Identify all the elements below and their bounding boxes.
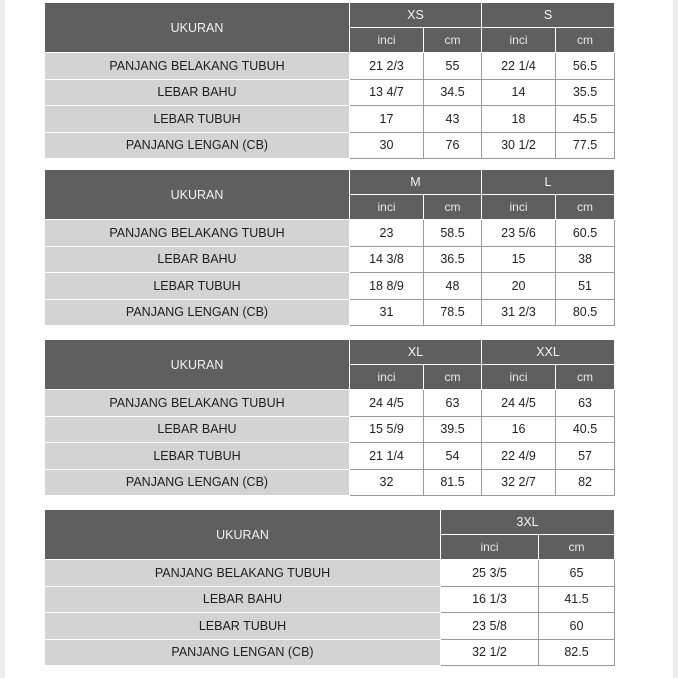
- value-cell: 60: [539, 613, 615, 640]
- value-cell: 20: [482, 273, 556, 300]
- row-label: LEBAR TUBUH: [45, 106, 350, 133]
- size-header-xs: XS: [350, 3, 482, 28]
- ukuran-header: UKURAN: [45, 340, 350, 390]
- unit-cm: cm: [424, 195, 482, 220]
- table-row: [45, 613, 615, 640]
- value-cell: 77.5: [556, 132, 615, 159]
- size-table-xl-xxl: [44, 339, 615, 496]
- table-row: [45, 299, 615, 326]
- value-cell: 30: [350, 132, 424, 159]
- table-row: [45, 246, 615, 273]
- row-label: PANJANG LENGAN (CB): [45, 132, 350, 159]
- value-cell: 15 5/9: [350, 416, 424, 443]
- table-row: [45, 416, 615, 443]
- table-row: [45, 390, 615, 417]
- unit-cm: cm: [424, 28, 482, 53]
- value-cell: 82.5: [539, 639, 615, 666]
- value-cell: 23 5/8: [441, 613, 539, 640]
- value-cell: 16 1/3: [441, 586, 539, 613]
- value-cell: 17: [350, 106, 424, 133]
- table-row: [45, 53, 615, 80]
- value-cell: 76: [424, 132, 482, 159]
- row-label: PANJANG BELAKANG TUBUH: [45, 220, 350, 247]
- size-table-xs-s: [44, 2, 615, 159]
- table-row: [45, 220, 615, 247]
- value-cell: 21 2/3: [350, 53, 424, 80]
- value-cell: 22 4/9: [482, 443, 556, 470]
- value-cell: 32: [350, 469, 424, 496]
- table-row: [45, 273, 615, 300]
- unit-inci: inci: [482, 195, 556, 220]
- ukuran-header: UKURAN: [45, 3, 350, 53]
- value-cell: 24 4/5: [350, 390, 424, 417]
- size-table-3xl: [44, 509, 615, 666]
- value-cell: 23: [350, 220, 424, 247]
- value-cell: 22 1/4: [482, 53, 556, 80]
- row-label: PANJANG LENGAN (CB): [45, 299, 350, 326]
- ukuran-header: UKURAN: [45, 170, 350, 220]
- unit-inci: inci: [482, 28, 556, 53]
- ukuran-header: UKURAN: [45, 510, 441, 560]
- unit-cm: cm: [556, 365, 615, 390]
- table-row: [45, 106, 615, 133]
- value-cell: 54: [424, 443, 482, 470]
- value-cell: 58.5: [424, 220, 482, 247]
- unit-inci: inci: [350, 195, 424, 220]
- row-label: PANJANG LENGAN (CB): [45, 639, 441, 666]
- value-cell: 18: [482, 106, 556, 133]
- unit-cm: cm: [556, 28, 615, 53]
- row-label: LEBAR BAHU: [45, 586, 441, 613]
- value-cell: 81.5: [424, 469, 482, 496]
- value-cell: 40.5: [556, 416, 615, 443]
- value-cell: 41.5: [539, 586, 615, 613]
- value-cell: 25 3/5: [441, 560, 539, 587]
- size-header-m: M: [350, 170, 482, 195]
- table-row: [45, 560, 615, 587]
- unit-cm: cm: [424, 365, 482, 390]
- size-header-3xl: 3XL: [441, 510, 615, 535]
- value-cell: 35.5: [556, 79, 615, 106]
- value-cell: 34.5: [424, 79, 482, 106]
- value-cell: 51: [556, 273, 615, 300]
- value-cell: 43: [424, 106, 482, 133]
- unit-inci: inci: [350, 365, 424, 390]
- value-cell: 57: [556, 443, 615, 470]
- row-label: LEBAR BAHU: [45, 246, 350, 273]
- row-label: LEBAR TUBUH: [45, 443, 350, 470]
- value-cell: 82: [556, 469, 615, 496]
- value-cell: 23 5/6: [482, 220, 556, 247]
- value-cell: 32 2/7: [482, 469, 556, 496]
- table-row: [45, 79, 615, 106]
- row-label: PANJANG LENGAN (CB): [45, 469, 350, 496]
- row-label: PANJANG BELAKANG TUBUH: [45, 560, 441, 587]
- value-cell: 65: [539, 560, 615, 587]
- row-label: PANJANG BELAKANG TUBUH: [45, 53, 350, 80]
- value-cell: 24 4/5: [482, 390, 556, 417]
- row-label: LEBAR TUBUH: [45, 273, 350, 300]
- unit-cm: cm: [556, 195, 615, 220]
- table-row: [45, 443, 615, 470]
- value-cell: 31 2/3: [482, 299, 556, 326]
- value-cell: 60.5: [556, 220, 615, 247]
- value-cell: 30 1/2: [482, 132, 556, 159]
- row-label: LEBAR TUBUH: [45, 613, 441, 640]
- size-table-m-l: [44, 169, 615, 326]
- size-header-xl: XL: [350, 340, 482, 365]
- size-header-xxl: XXL: [482, 340, 615, 365]
- value-cell: 78.5: [424, 299, 482, 326]
- value-cell: 32 1/2: [441, 639, 539, 666]
- table-row: [45, 639, 615, 666]
- value-cell: 16: [482, 416, 556, 443]
- row-label: PANJANG BELAKANG TUBUH: [45, 390, 350, 417]
- value-cell: 38: [556, 246, 615, 273]
- row-label: LEBAR BAHU: [45, 79, 350, 106]
- value-cell: 14 3/8: [350, 246, 424, 273]
- value-cell: 39.5: [424, 416, 482, 443]
- value-cell: 13 4/7: [350, 79, 424, 106]
- unit-inci: inci: [350, 28, 424, 53]
- value-cell: 63: [424, 390, 482, 417]
- row-label: LEBAR BAHU: [45, 416, 350, 443]
- value-cell: 80.5: [556, 299, 615, 326]
- unit-cm: cm: [539, 535, 615, 560]
- unit-inci: inci: [441, 535, 539, 560]
- value-cell: 56.5: [556, 53, 615, 80]
- value-cell: 36.5: [424, 246, 482, 273]
- value-cell: 63: [556, 390, 615, 417]
- value-cell: 55: [424, 53, 482, 80]
- size-header-l: L: [482, 170, 615, 195]
- table-row: [45, 469, 615, 496]
- value-cell: 14: [482, 79, 556, 106]
- value-cell: 15: [482, 246, 556, 273]
- unit-inci: inci: [482, 365, 556, 390]
- value-cell: 48: [424, 273, 482, 300]
- value-cell: 45.5: [556, 106, 615, 133]
- value-cell: 31: [350, 299, 424, 326]
- value-cell: 18 8/9: [350, 273, 424, 300]
- table-row: [45, 132, 615, 159]
- value-cell: 21 1/4: [350, 443, 424, 470]
- size-header-s: S: [482, 3, 615, 28]
- table-row: [45, 586, 615, 613]
